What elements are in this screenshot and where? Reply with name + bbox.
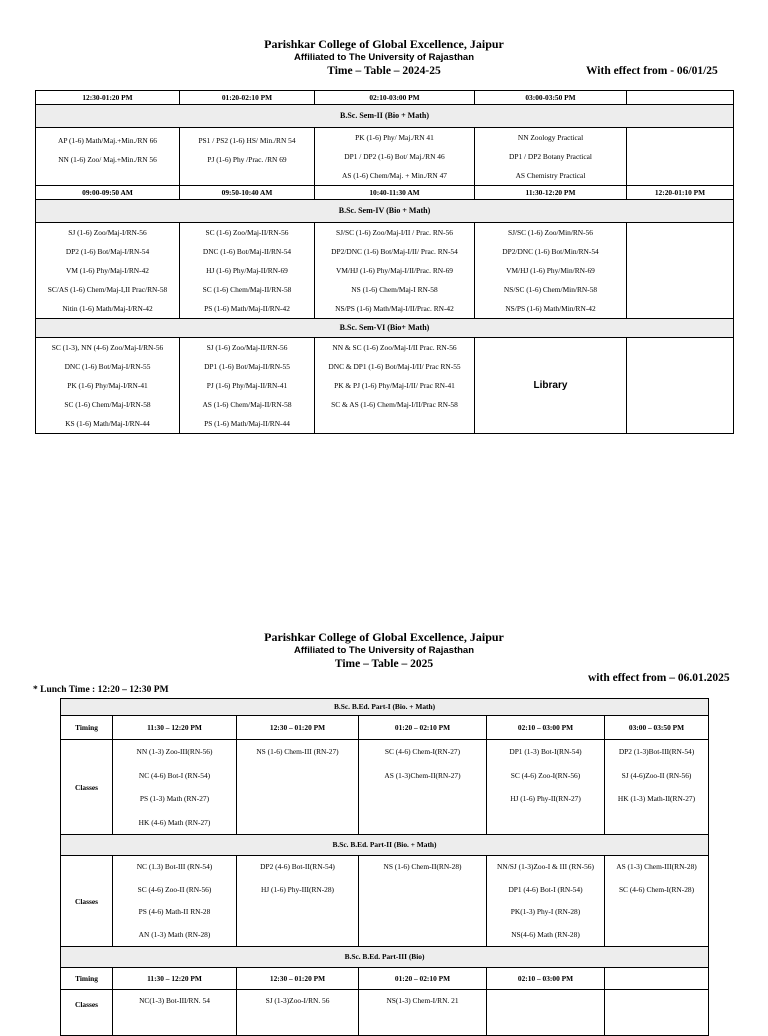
schedule-cell bbox=[113, 740, 237, 835]
class-entry: DP1 (1-6) Bot/Maj-II/RN-55 bbox=[204, 362, 290, 371]
time-header: 03:00 – 03:50 PM bbox=[605, 716, 709, 740]
schedule-cell bbox=[36, 223, 180, 319]
timetable-title: Time – Table – 2025 bbox=[334, 658, 434, 670]
class-entry: NN & SC (1-6) Zoo/Maj-I/II Prac. RN-56 bbox=[332, 343, 457, 352]
schedule-cell bbox=[359, 990, 487, 1036]
class-entry: SC (1-3), NN (4-6) Zoo/Maj-I/RN-56 bbox=[51, 343, 164, 352]
classes-label: Classes bbox=[61, 990, 113, 1036]
class-entry: SC (4-6) Zoo-II (RN-56) bbox=[137, 884, 212, 894]
class-entry: DP2 (1-6) Bot/Maj-I/RN-54 bbox=[65, 247, 150, 256]
class-entry: SC (4-6) Zoo-I(RN-56) bbox=[510, 770, 581, 780]
schedule-cell bbox=[487, 990, 605, 1036]
schedule-cell bbox=[475, 223, 627, 319]
class-entry: NS (1-6) Chem-III (RN-27) bbox=[256, 747, 339, 756]
class-entry: HK (4-6) Math (RN-27) bbox=[138, 817, 211, 827]
time-header bbox=[605, 968, 709, 990]
schedule-cell bbox=[359, 740, 487, 835]
class-entry: NN (1-3) Zoo-III(RN-56) bbox=[136, 747, 213, 756]
class-entry: DP1 (1-3) Bot-I(RN-54) bbox=[509, 747, 582, 756]
time-header-row bbox=[36, 91, 734, 105]
section-title: B.Sc. Sem-II (Bio + Math) bbox=[36, 105, 734, 128]
table-row bbox=[61, 740, 709, 835]
table-row bbox=[36, 223, 734, 319]
table-row bbox=[61, 990, 709, 1036]
class-entry: SC (1-6) Chem/Maj-I/RN-58 bbox=[64, 400, 151, 409]
section-title: B.Sc. Sem-IV (Bio + Math) bbox=[36, 200, 734, 223]
time-header: 01:20 – 02:10 PM bbox=[359, 716, 487, 740]
table-row bbox=[61, 856, 709, 947]
college-title: Parishkar College of Global Excellence, Jaipur bbox=[264, 37, 504, 51]
class-entry: DP2/DNC (1-6) Bot/Min/RN-54 bbox=[502, 247, 599, 256]
time-header: 12:30 – 01:20 PM bbox=[237, 968, 359, 990]
schedule-cell bbox=[315, 128, 475, 186]
schedule-cell bbox=[605, 856, 709, 947]
time-header: 09:50-10:40 AM bbox=[180, 186, 315, 200]
class-entry: DNC (1-6) Bot/Maj-II/RN-54 bbox=[202, 247, 292, 256]
class-entry: NC (4-6) Bot-I (RN-54) bbox=[138, 770, 211, 780]
class-entry: PS (1-6) Math/Maj-II/RN-42 bbox=[204, 304, 290, 313]
schedule-cell bbox=[315, 223, 475, 319]
class-entry: AS (1-6) Chem/Maj-II/RN-58 bbox=[202, 400, 292, 409]
class-entry: NS/PS (1-6) Math/Maj-I/II/Prac. RN-42 bbox=[335, 304, 454, 313]
class-entry: PK(1-3) Phy-I (RN-28) bbox=[510, 907, 581, 916]
bsc-bed-grid bbox=[60, 698, 709, 1036]
class-entry: SJ (1-6) Zoo/Maj-I/RN-56 bbox=[68, 228, 147, 237]
schedule-cell bbox=[627, 338, 734, 434]
class-entry: DP1 / DP2 (1-6) Bot/ Maj./RN 46 bbox=[344, 152, 445, 161]
schedule-cell bbox=[315, 338, 475, 434]
effective-date: with effect from – 06.01.2025 bbox=[588, 672, 730, 684]
schedule-cell bbox=[487, 740, 605, 835]
class-entry: HJ (1-6) Phy-III(RN-28) bbox=[260, 884, 335, 894]
class-entry: PS1 / PS2 (1-6) HS/ Min./RN 54 bbox=[198, 136, 296, 145]
timing-label: Timing bbox=[61, 968, 113, 990]
time-header: 02:10 – 03:00 PM bbox=[487, 716, 605, 740]
class-entry: AS (1-3) Chem-III(RN-28) bbox=[616, 862, 697, 871]
time-header: 11:30 – 12:20 PM bbox=[113, 716, 237, 740]
schedule-cell bbox=[36, 338, 180, 434]
class-entry: DNC (1-6) Bot/Maj-I/RN-55 bbox=[64, 362, 151, 371]
class-entry: SC (1-6) Chem/Maj-II/RN-58 bbox=[202, 285, 292, 294]
schedule-cell bbox=[36, 128, 180, 186]
schedule-cell bbox=[605, 990, 709, 1036]
class-entry: DP2 (1-3)Bot-III(RN-54) bbox=[618, 747, 695, 756]
class-entry: HJ (1-6) Phy-II(RN-27) bbox=[510, 794, 581, 803]
class-entry: SJ (1-3)Zoo-I/RN. 56 bbox=[265, 996, 330, 1005]
time-header: 10:40-11:30 AM bbox=[315, 186, 475, 200]
time-header-row bbox=[36, 186, 734, 200]
college-title: Parishkar College of Global Excellence, Jaipur bbox=[264, 630, 504, 644]
schedule-cell bbox=[475, 128, 627, 186]
time-header: 11:30-12:20 PM bbox=[475, 186, 627, 200]
time-header: 12:30 – 01:20 PM bbox=[237, 716, 359, 740]
class-entry: AS (1-3)Chem-II(RN-27) bbox=[384, 770, 461, 780]
class-entry: NS/PS (1-6) Math/Min/RN-42 bbox=[505, 304, 596, 313]
class-entry: PJ (1-6) Phy/Maj-II/RN-41 bbox=[206, 381, 288, 390]
affiliation-text: Affiliated to The University of Rajasthan bbox=[294, 52, 474, 63]
class-entry: PK & PJ (1-6) Phy/Maj-I/II/ Prac RN-41 bbox=[334, 381, 455, 390]
section-title: B.Sc. B.Ed. Part-I (Bio. + Math) bbox=[61, 699, 709, 716]
library-cell: Library bbox=[475, 338, 627, 434]
class-entry: DNC & DP1 (1-6) Bot/Maj-I/II/ Prac RN-55 bbox=[328, 362, 461, 371]
effective-date: With effect from - 06/01/25 bbox=[586, 65, 718, 77]
class-entry: NS (1-6) Chem-II(RN-28) bbox=[383, 862, 462, 871]
class-entry: NS(4-6) Math (RN-28) bbox=[511, 929, 580, 939]
class-entry: NN (1-6) Zoo/ Maj.+Min./RN 56 bbox=[58, 155, 157, 164]
class-entry: VM (1-6) Phy/Maj-I/RN-42 bbox=[66, 266, 149, 275]
class-entry: DP2/DNC (1-6) Bot/Maj-I/II/ Prac. RN-54 bbox=[331, 247, 458, 256]
class-entry: NC (1.3) Bot-III (RN-54) bbox=[136, 862, 213, 871]
schedule-cell bbox=[237, 990, 359, 1036]
class-entry: NS(1-3) Chem-I/RN. 21 bbox=[386, 996, 459, 1005]
timing-label: Timing bbox=[61, 716, 113, 740]
timetable-sem-grid bbox=[35, 90, 734, 434]
time-header: 09:00-09:50 AM bbox=[36, 186, 180, 200]
time-header: 12:30-01:20 PM bbox=[36, 91, 180, 105]
time-header: 02:10-03:00 PM bbox=[315, 91, 475, 105]
schedule-cell bbox=[359, 856, 487, 947]
schedule-cell bbox=[113, 990, 237, 1036]
schedule-cell bbox=[180, 338, 315, 434]
schedule-cell bbox=[180, 128, 315, 186]
class-entry: AN (1-3) Math (RN-28) bbox=[138, 929, 211, 939]
time-header-row bbox=[61, 716, 709, 740]
class-entry: NN Zoology Practical bbox=[517, 133, 584, 142]
time-header: 01:20-02:10 PM bbox=[180, 91, 315, 105]
class-entry: DP2 (4-6) Bot-II(RN-54) bbox=[260, 862, 335, 871]
class-entry: Nitin (1-6) Math/Maj-I/RN-42 bbox=[62, 304, 153, 313]
class-entry: AP (1-6) Math/Maj.+Min./RN 66 bbox=[58, 136, 157, 145]
schedule-cell bbox=[237, 740, 359, 835]
schedule-cell bbox=[487, 856, 605, 947]
class-entry: PK (1-6) Phy/ Maj./RN 41 bbox=[355, 133, 434, 142]
class-entry: SC/AS (1-6) Chem/Maj-I,II Prac/RN-58 bbox=[47, 285, 168, 294]
class-entry: NC(1-3) Bot-III/RN. 54 bbox=[139, 996, 210, 1005]
affiliation-text: Affiliated to The University of Rajasthan bbox=[294, 645, 474, 656]
class-entry: VM/HJ (1-6) Phy/Maj-I/II/Prac. RN-69 bbox=[335, 266, 453, 275]
table-row bbox=[36, 338, 734, 434]
time-header-row bbox=[61, 968, 709, 990]
class-entry: PS (1-3) Math (RN-27) bbox=[139, 794, 210, 803]
class-entry: AS (1-6) Chem/Maj. + Min./RN 47 bbox=[342, 171, 447, 180]
schedule-cell bbox=[180, 223, 315, 319]
section-title: B.Sc. Sem-VI (Bio+ Math) bbox=[36, 319, 734, 338]
class-entry: PS (1-6) Math/Maj-II/RN-44 bbox=[204, 419, 290, 428]
class-entry: NS/SC (1-6) Chem/Min/RN-58 bbox=[503, 285, 598, 294]
timetable-title: Time – Table – 2024-25 bbox=[327, 65, 441, 77]
class-entry: NN/SJ (1-3)Zoo-I & III (RN-56) bbox=[497, 862, 594, 871]
class-entry: SJ (4-6)Zoo-II (RN-56) bbox=[621, 770, 692, 780]
section-title: B.Sc. B.Ed. Part-II (Bio. + Math) bbox=[61, 835, 709, 856]
schedule-cell bbox=[627, 128, 734, 186]
class-entry: SJ (1-6) Zoo/Maj-II/RN-56 bbox=[206, 343, 288, 352]
class-entry: HJ (1-6) Phy/Maj-II/RN-69 bbox=[206, 266, 288, 275]
classes-label: Classes bbox=[61, 740, 113, 835]
section-title: B.Sc. B.Ed. Part-III (Bio) bbox=[61, 947, 709, 968]
class-entry: PK (1-6) Phy/Maj-I/RN-41 bbox=[67, 381, 148, 390]
classes-label: Classes bbox=[61, 856, 113, 947]
class-entry: NS (1-6) Chem/Maj-I RN-58 bbox=[351, 285, 438, 294]
schedule-cell bbox=[113, 856, 237, 947]
class-entry: VM/HJ (1-6) Phy/Min/RN-69 bbox=[506, 266, 595, 275]
time-header bbox=[627, 91, 734, 105]
time-header: 11:30 – 12:20 PM bbox=[113, 968, 237, 990]
class-entry: AS Chemistry Practical bbox=[515, 171, 586, 180]
class-entry: SC (4-6) Chem-I(RN-27) bbox=[384, 747, 461, 756]
class-entry: SC (1-6) Zoo/Maj-II/RN-56 bbox=[205, 228, 289, 237]
table-row bbox=[36, 128, 734, 186]
class-entry: SC & AS (1-6) Chem/Maj-I/II/Prac RN-58 bbox=[331, 400, 458, 409]
lunch-time-note: * Lunch Time : 12:20 – 12:30 PM bbox=[33, 685, 169, 695]
time-header: 01:20 – 02:10 PM bbox=[359, 968, 487, 990]
time-header: 12:20-01:10 PM bbox=[627, 186, 734, 200]
schedule-cell bbox=[237, 856, 359, 947]
class-entry: DP1 / DP2 Botany Practical bbox=[509, 152, 592, 161]
class-entry: KS (1-6) Math/Maj-I/RN-44 bbox=[65, 419, 150, 428]
class-entry: SJ/SC (1-6) Zoo/Maj-I/II / Prac. RN-56 bbox=[335, 228, 453, 237]
schedule-cell bbox=[627, 223, 734, 319]
time-header: 03:00-03:50 PM bbox=[475, 91, 627, 105]
class-entry: HK (1-3) Math-II(RN-27) bbox=[617, 794, 696, 803]
time-header: 02:10 – 03:00 PM bbox=[487, 968, 605, 990]
class-entry: SC (4-6) Chem-I(RN-28) bbox=[618, 884, 695, 894]
class-entry: PS (4-6) Math-II RN-28 bbox=[138, 907, 211, 916]
class-entry: PJ (1-6) Phy /Prac. /RN 69 bbox=[207, 155, 287, 164]
class-entry: SJ/SC (1-6) Zoo/Min/RN-56 bbox=[508, 228, 593, 237]
class-entry: DP1 (4-6) Bot-I (RN-54) bbox=[508, 884, 583, 894]
schedule-cell bbox=[605, 740, 709, 835]
